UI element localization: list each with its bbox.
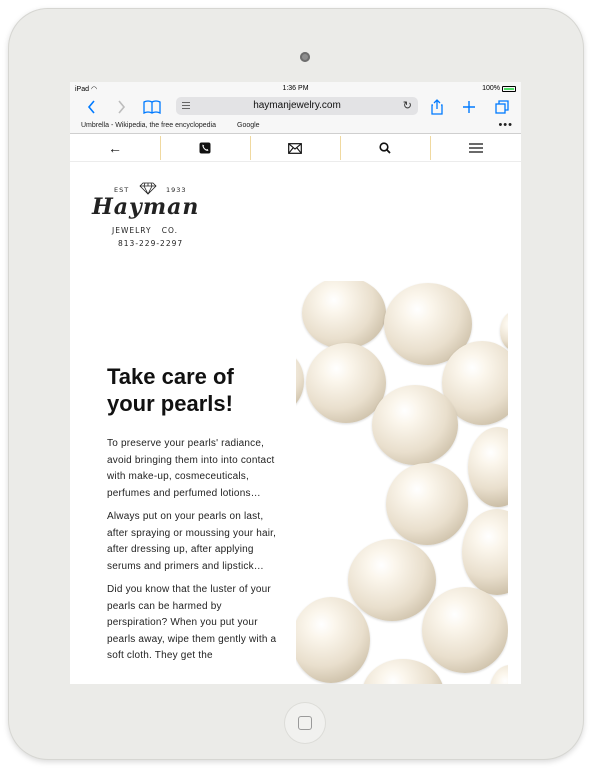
battery-percent: 100% (482, 85, 500, 92)
address-bar[interactable] (176, 97, 418, 115)
bookmark-umbrella[interactable]: Umbrella - Wikipedia, the free encyclopedia (81, 122, 217, 129)
nav-back-button[interactable] (70, 134, 160, 162)
battery-fill (504, 88, 514, 90)
nav-mail-button[interactable] (250, 134, 340, 162)
menu-icon (469, 143, 483, 153)
camera (300, 52, 310, 62)
logo-phone: 813-229-2297 (118, 239, 184, 248)
pearl (490, 665, 508, 684)
browser-toolbar (70, 96, 521, 118)
back-arrow-icon: ← (108, 140, 122, 156)
phone-icon (199, 142, 211, 154)
logo-year: 1933 (166, 186, 187, 194)
pearls-image (296, 281, 508, 684)
logo-subtitle: JEWELRY CO. (112, 226, 178, 235)
status-time: 1:36 PM (282, 85, 309, 92)
home-square-icon (298, 716, 312, 730)
wifi-icon: ◠ (90, 86, 98, 93)
home-button[interactable] (285, 703, 325, 743)
page-headline: Take care of your pearls! (107, 364, 234, 416)
more-icon[interactable]: ••• (498, 119, 513, 131)
article-body (107, 436, 277, 672)
pearl (296, 597, 370, 683)
screen (70, 82, 521, 684)
pearl (462, 509, 508, 595)
device-label: iPad ◠ (75, 86, 98, 93)
nav-menu-button[interactable] (431, 134, 521, 162)
bookmarks-icon[interactable] (142, 98, 162, 116)
paragraph: To preserve your pearls' radiance, avoid bringing them into into contact with make-up, cosmeceuticals, perfumes and perfumed lotions… (107, 438, 275, 499)
back-chevron-icon[interactable] (84, 98, 98, 116)
forward-chevron-icon[interactable] (114, 98, 128, 116)
share-icon[interactable] (430, 98, 444, 116)
site-logo[interactable] (90, 182, 210, 252)
add-icon[interactable] (461, 98, 477, 116)
tabs-icon[interactable] (494, 98, 510, 116)
url-text: haymanjewelry.com (253, 100, 341, 111)
nav-search-button[interactable] (340, 134, 430, 162)
pearl (362, 659, 444, 684)
pearl (296, 351, 304, 411)
pearl (372, 385, 458, 465)
paragraph: Always put on your pearls on last, after spraying or moussing your hair, after dressing up, after applying serums and primers and lipstick… (107, 511, 277, 572)
logo-script: Hayman (92, 194, 200, 220)
logo-est: EST (114, 186, 130, 194)
reload-icon[interactable]: ↻ (402, 100, 412, 112)
pearl (302, 281, 386, 349)
nav-phone-button[interactable] (160, 134, 250, 162)
status-bar (70, 82, 521, 96)
pearl (500, 311, 508, 351)
paragraph: Did you know that the luster of your pearls can be harmed by perspiration? When you put your pearls away, wipe them gently with a soft cloth. They get the (107, 584, 277, 661)
pearl (422, 587, 508, 673)
pearl (386, 463, 468, 545)
battery-icon (502, 86, 516, 92)
bookmark-google[interactable]: Google (237, 122, 260, 129)
favorites-bar (70, 118, 521, 134)
pearl (468, 427, 508, 507)
site-nav (70, 134, 521, 162)
battery-status (482, 85, 516, 92)
search-icon (379, 142, 391, 154)
pearl (348, 539, 436, 621)
mail-icon (288, 143, 302, 154)
